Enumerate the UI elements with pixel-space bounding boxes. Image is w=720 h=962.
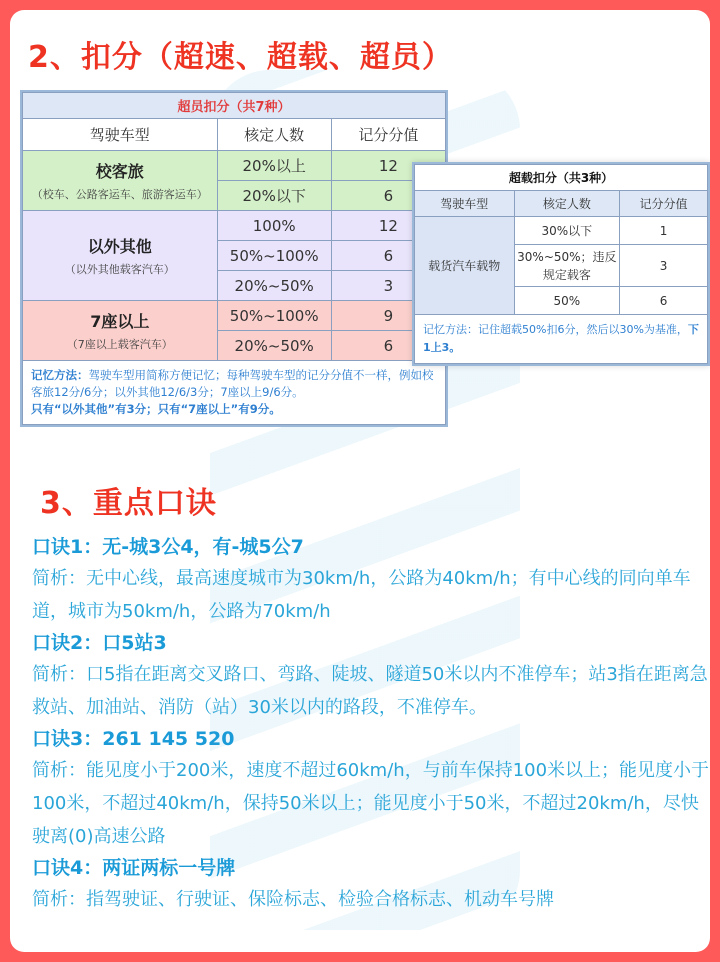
mnemonic-item	[32, 853, 710, 916]
mnemonic-text: 简析：能见度小于200米，速度不超过60km/h，与前车保持100米以上；能见度小于100米，不超过40km/h，保持50米以上；能见度小于50米，不超过20km/h，尽快驶离(0)高速公路	[32, 760, 710, 847]
vehicle-cell: 载货汽车载物	[415, 217, 515, 315]
mnemonic-title: 口诀1：无-城3公4，有-城5公7	[32, 536, 304, 558]
group-cell	[23, 301, 218, 361]
note-label: 记忆方法：	[31, 368, 89, 382]
table-cell: 3	[331, 271, 445, 301]
section-2-title: 2、扣分（超速、超载、超员）	[28, 40, 453, 75]
table-cell: 6	[620, 287, 708, 315]
table-cell: 20%~50%	[217, 271, 331, 301]
overload-passenger-table	[20, 90, 448, 427]
group-name: 校客旅	[95, 162, 144, 181]
table-cell: 3	[620, 245, 708, 287]
content-card	[10, 10, 710, 952]
mnemonic-title: 口诀4：两证两标一号牌	[32, 857, 236, 879]
mnemonic-text: 简析：口5指在距离交叉路口、弯路、陡坡、隧道50米以内不准停车；站3指在距离急救站、加油站、消防（站）30米以内的路段，不准停车。	[32, 664, 708, 718]
table2-header: 核定人数	[514, 191, 619, 217]
table-cell: 20%以上	[217, 151, 331, 181]
note-text: 驾驶车型用简称方便记忆；每种驾驶车型的记分分值不一样，例如校客旅12分/6分；以外其他12/6/3分；7座以上9/6分。	[31, 368, 434, 399]
note-text: 记忆方法：记住超载50%扣6分，然后以30%为基准，	[423, 323, 688, 336]
mnemonic-item	[32, 532, 710, 628]
table-cell: 30%以下	[514, 217, 619, 245]
table-cell: 50%	[514, 287, 619, 315]
table2-header: 驾驶车型	[415, 191, 515, 217]
mnemonic-item	[32, 724, 710, 853]
group-cell	[23, 151, 218, 211]
table2-note	[415, 315, 708, 364]
group-name: 7座以上	[90, 312, 150, 331]
table-cell: 9	[331, 301, 445, 331]
overload-cargo-table	[412, 162, 710, 366]
group-sub: （校车、公路客运车、旅游客运车）	[31, 188, 208, 201]
table-cell: 30%~50%；违反规定载客	[514, 245, 619, 287]
table-cell: 12	[331, 151, 445, 181]
table1-caption: 超员扣分（共7种）	[23, 93, 446, 119]
table-cell: 50%~100%	[217, 241, 331, 271]
table-cell: 1	[620, 217, 708, 245]
table-cell: 20%以下	[217, 181, 331, 211]
mnemonic-text: 简析：指驾驶证、行驶证、保险标志、检验合格标志、机动车号牌	[32, 889, 554, 910]
table-cell: 50%~100%	[217, 301, 331, 331]
group-name: 以外其他	[87, 237, 152, 256]
mnemonic-list	[32, 532, 710, 916]
table2-caption: 超载扣分（共3种）	[415, 165, 708, 191]
table-cell: 6	[331, 241, 445, 271]
table1-header: 记分分值	[331, 119, 445, 151]
mnemonic-title: 口诀3：261 145 520	[32, 728, 235, 750]
group-sub: （7座以上载客汽车）	[66, 338, 173, 351]
group-cell	[23, 211, 218, 301]
note-emphasis: 只有“以外其他”有3分；只有“7座以上”有9分。	[31, 402, 281, 416]
table-cell: 6	[331, 331, 445, 361]
mnemonic-text: 简析：无中心线，最高速度城市为30km/h，公路为40km/h；有中心线的同向单车道，城市为50km/h，公路为70km/h	[32, 568, 691, 622]
table-cell: 6	[331, 181, 445, 211]
table1-header: 驾驶车型	[23, 119, 218, 151]
section-3-title: 3、重点口诀	[40, 486, 217, 521]
group-sub: （以外其他载客汽车）	[64, 263, 175, 276]
table-cell: 12	[331, 211, 445, 241]
note-emphasis: 下1上3。	[423, 323, 699, 354]
mnemonic-title: 口诀2：口5站3	[32, 632, 167, 654]
table1-header: 核定人数	[217, 119, 331, 151]
table-cell: 100%	[217, 211, 331, 241]
table-cell: 20%~50%	[217, 331, 331, 361]
mnemonic-item	[32, 628, 710, 724]
table1-note	[23, 361, 446, 425]
table2-header: 记分分值	[620, 191, 708, 217]
